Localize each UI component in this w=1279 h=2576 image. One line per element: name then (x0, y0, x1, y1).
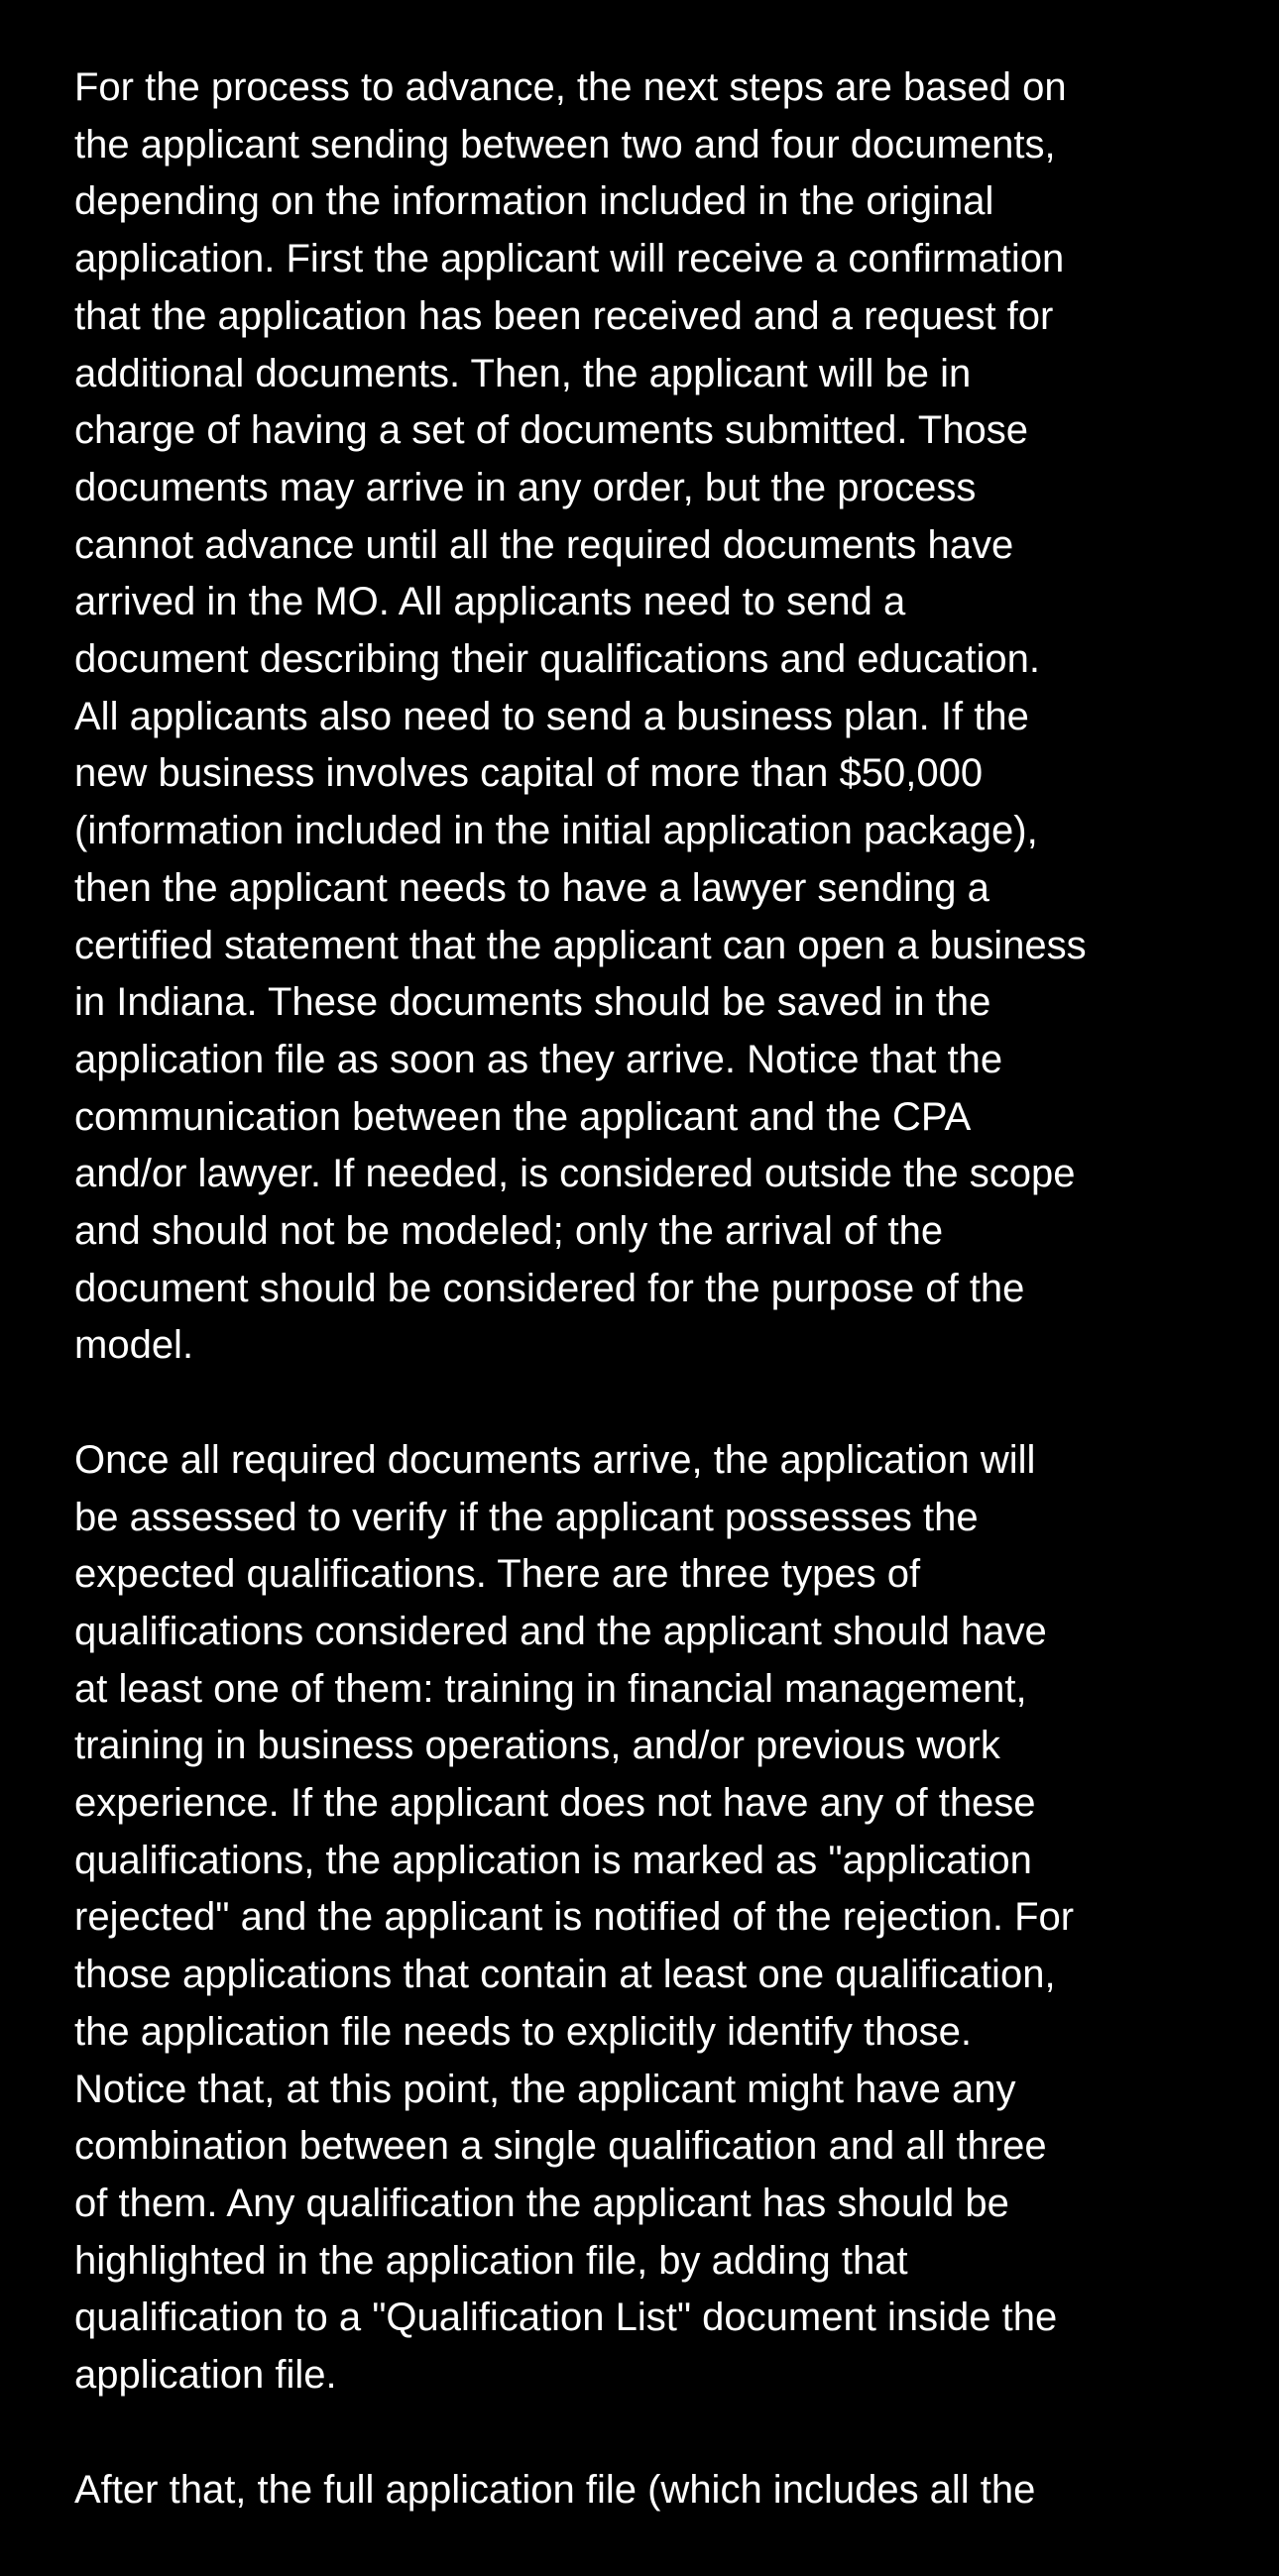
text-line: and should not be modeled; only the arrival of the (74, 1209, 944, 1254)
text-line: document should be considered for the purpose of the (74, 1266, 1025, 1310)
text-line: application. First the applicant will receive a confirmation (74, 237, 1065, 281)
text-line: training in business operations, and/or previous work (74, 1724, 1000, 1768)
text-line: Notice that, at this point, the applicant might have any (74, 2067, 1016, 2111)
text-line: documents may arrive in any order, but the process (74, 465, 977, 509)
text-line: (information included in the initial application package), (74, 809, 1038, 853)
text-line: application file. (74, 2353, 337, 2398)
text-line: document describing their qualifications and education. (74, 637, 1040, 682)
text-line: those applications that contain at least one qualification, (74, 1953, 1056, 1997)
text-line: For the process to advance, the next steps are based on (74, 65, 1067, 109)
text-line: additional documents. Then, the applicant will be in (74, 351, 972, 395)
text-line: After that, the full application file (which includes all the (74, 2467, 1036, 2512)
text-line: All applicants also need to send a business plan. If the (74, 694, 1029, 738)
paragraph-1 (74, 59, 1244, 1375)
text-line: be assessed to verify if the applicant possesses the (74, 1495, 979, 1539)
text-line: Once all required documents arrive, the application will (74, 1437, 1036, 1482)
text-line: then the applicant needs to have a lawyer sending a (74, 865, 989, 910)
paragraph-2 (74, 1432, 1244, 2405)
text-line: of them. Any qualification the applicant has should be (74, 2182, 1009, 2225)
text-line: at least one of them: training in financial management, (74, 1666, 1027, 1711)
text-line: cannot advance until all the required documents have (74, 522, 1014, 567)
text-line: model. (74, 1323, 194, 1368)
text-line: the applicant sending between two and four documents, (74, 122, 1056, 167)
text-line: charge of having a set of documents submitted. Those (74, 408, 1029, 453)
text-line: highlighted in the application file, by adding that (74, 2238, 908, 2283)
document-body (74, 59, 1244, 2576)
text-line: experience. If the applicant does not have any of these (74, 1781, 1036, 1826)
text-line: qualification to a "Qualification List" document inside the (74, 2296, 1058, 2340)
text-line: depending on the information included in the original (74, 179, 994, 224)
text-line: in Indiana. These documents should be saved in the (74, 980, 991, 1025)
text-line: rejected" and the applicant is notified of the rejection. For (74, 1895, 1075, 1940)
text-line: application file as soon as they arrive. Notice that the (74, 1037, 1003, 1081)
text-line: qualifications considered and the applicant should have (74, 1609, 1047, 1653)
text-line: that the application has been received and a request for (74, 293, 1054, 338)
text-line: certified statement that the applicant can open a business (74, 923, 1087, 967)
text-line: combination between a single qualification and all three (74, 2124, 1047, 2169)
text-line: new business involves capital of more than $50,000 (74, 751, 984, 796)
text-line: and/or lawyer. If needed, is considered outside the scope (74, 1152, 1076, 1196)
text-line: communication between the applicant and the CPA (74, 1094, 972, 1139)
paragraph-3 (74, 2462, 1244, 2520)
text-line: expected qualifications. There are three types of (74, 1552, 921, 1597)
text-line: the application file needs to explicitly identify those. (74, 2009, 972, 2054)
text-line: arrived in the MO. All applicants need to send a (74, 580, 906, 624)
text-line: qualifications, the application is marked as "application (74, 1838, 1032, 1882)
